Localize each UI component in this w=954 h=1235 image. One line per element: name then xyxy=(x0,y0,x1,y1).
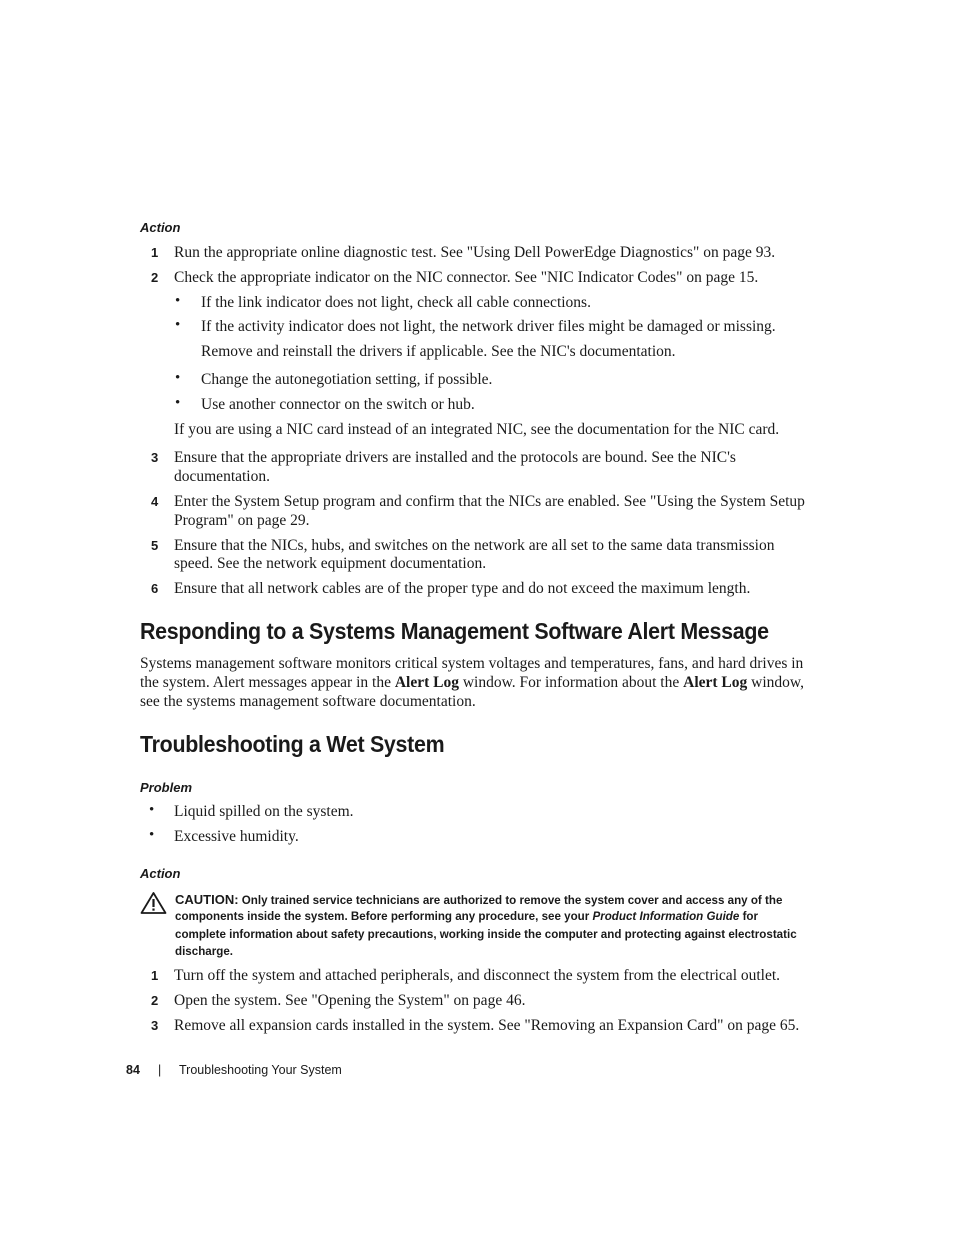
warning-icon xyxy=(140,891,167,915)
bullet-dot: • xyxy=(175,317,181,333)
footer-separator: | xyxy=(158,1063,162,1077)
paragraph-line: the system. Alert messages appear in the Alert Log window. For information about the Alert Log window, xyxy=(140,674,804,691)
step-text: Ensure that the NICs, hubs, and switches on the network are all set to the same data transmission xyxy=(174,537,775,554)
paragraph-line: Systems management software monitors critical system voltages and temperatures, fans, and hard drives in xyxy=(140,655,804,672)
step-text: Ensure that the appropriate drivers are installed and the protocols are bound. See the NIC's xyxy=(174,449,736,466)
caution-line: components inside the system. Before performing any procedure, see your Product Information Guide for xyxy=(175,910,759,923)
step-text: Open the system. See "Opening the System" on page 46. xyxy=(174,992,526,1009)
caution-line: discharge. xyxy=(175,945,233,958)
bullet-continuation: Remove and reinstall the drivers if applicable. See the NIC's documentation. xyxy=(201,343,676,360)
step-text-cont: Program" on page 29. xyxy=(174,512,310,529)
step-text: Run the appropriate online diagnostic test. See "Using Dell PowerEdge Diagnostics" on page 93. xyxy=(174,244,776,261)
footer-title: Troubleshooting Your System xyxy=(179,1063,342,1077)
step-number: 2 xyxy=(151,270,159,285)
step-text: Ensure that all network cables are of the proper type and do not exceed the maximum length. xyxy=(174,580,751,597)
step-number: 4 xyxy=(151,494,159,509)
bullet-text: Liquid spilled on the system. xyxy=(174,803,354,820)
step-text-cont: documentation. xyxy=(174,468,270,485)
bullet-text: Change the autonegotiation setting, if possible. xyxy=(201,371,493,388)
step-number: 1 xyxy=(151,245,159,260)
bullet-text: If the activity indicator does not light, the network driver files might be damaged or missing. xyxy=(201,318,776,335)
section-heading: Responding to a Systems Management Software Alert Message xyxy=(140,618,769,644)
bullet-text: Excessive humidity. xyxy=(174,828,299,845)
page-number: 84 xyxy=(126,1063,140,1077)
step-text: Enter the System Setup program and confirm that the NICs are enabled. See "Using the System Setup xyxy=(174,493,805,510)
step-number: 2 xyxy=(151,993,159,1008)
bullet-dot: • xyxy=(175,395,181,411)
action-label: Action xyxy=(140,220,181,235)
caution-line: CAUTION: Only trained service technicians are authorized to remove the system cover and access any of the xyxy=(175,892,783,907)
step-number: 1 xyxy=(151,968,159,983)
step-text: Check the appropriate indicator on the NIC connector. See "NIC Indicator Codes" on page 15. xyxy=(174,269,759,286)
step-text: Turn off the system and attached peripherals, and disconnect the system from the electrical outlet. xyxy=(174,967,781,984)
step-number: 5 xyxy=(151,538,159,553)
caution-title: CAUTION: xyxy=(175,892,239,907)
problem-label: Problem xyxy=(140,780,193,795)
bullet-dot: • xyxy=(149,802,155,818)
caution-line: complete information about safety precautions, working inside the computer and protecting against electrostatic xyxy=(175,928,797,941)
bullet-dot: • xyxy=(149,827,155,843)
action-label: Action xyxy=(140,866,181,881)
bullet-dot: • xyxy=(175,293,181,309)
bullet-text: If the link indicator does not light, check all cable connections. xyxy=(201,294,591,311)
step-number: 6 xyxy=(151,581,159,596)
note-text: If you are using a NIC card instead of an integrated NIC, see the documentation for the NIC card. xyxy=(174,421,780,438)
bullet-dot: • xyxy=(175,370,181,386)
section-heading: Troubleshooting a Wet System xyxy=(140,731,445,757)
step-text-cont: speed. See the network equipment documentation. xyxy=(174,555,487,572)
step-number: 3 xyxy=(151,450,159,465)
step-text: Remove all expansion cards installed in the system. See "Removing an Expansion Card" on page 65. xyxy=(174,1017,800,1034)
step-number: 3 xyxy=(151,1018,159,1033)
bullet-text: Use another connector on the switch or hub. xyxy=(201,396,475,413)
paragraph-line: see the systems management software documentation. xyxy=(140,693,476,710)
